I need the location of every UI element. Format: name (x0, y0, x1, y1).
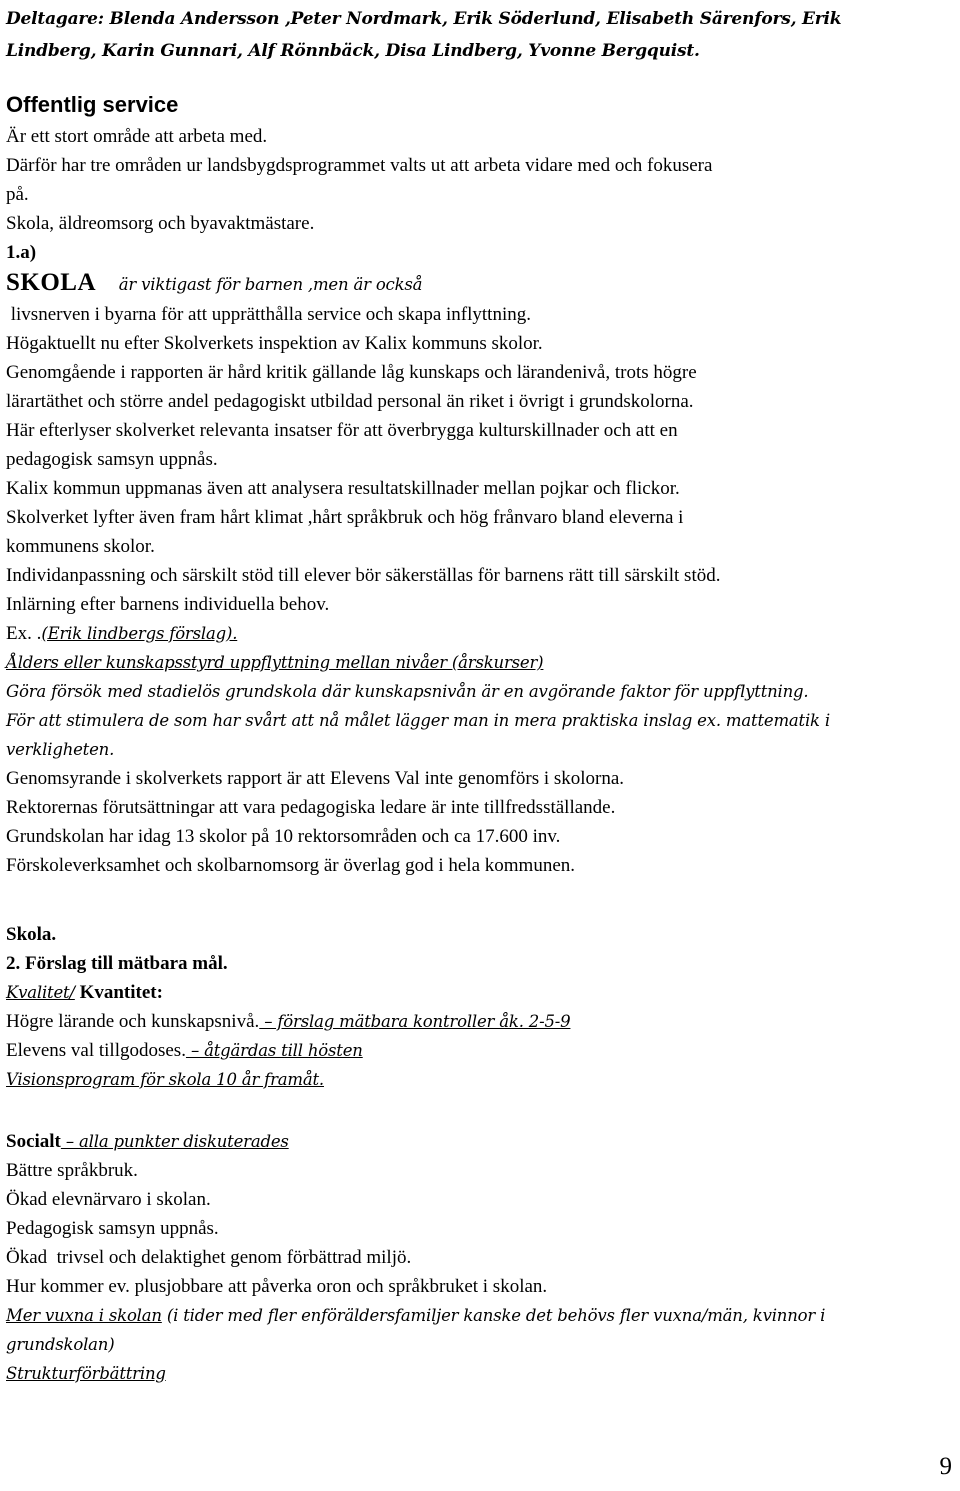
body2-line: Grundskolan har idag 13 skolor på 10 rektorsområden och ca 17.600 inv. (6, 826, 561, 847)
kvalitet-label: Kvalitet/ (6, 983, 75, 1002)
body-line: Här efterlyser skolverket relevanta insatser för att överbrygga kulturskillnader och att en (6, 420, 678, 441)
body2-line: Genomsyrande i skolverkets rapport är att Elevens Val inte genomförs i skolorna. (6, 768, 625, 789)
mer-vuxna-line-2: grundskolan) (6, 1335, 115, 1354)
goal-row-3: Visionsprogram för skola 10 år framåt. (6, 1070, 324, 1089)
mer-vuxna-line (6, 1301, 956, 1330)
social-heading-script: – alla punkter diskuterades (60, 1132, 289, 1151)
intro-line: Är ett stort område att arbeta med. (6, 126, 268, 147)
body-line: livsnerven i byarna för att upprätthålla service och skapa inflyttning. (6, 304, 531, 325)
proposal-line: verkligheten. (6, 740, 115, 759)
proposal-line: Göra försök med stadielös grundskola där kunskapsnivån är en avgörande faktor för uppflyttning. (6, 682, 809, 701)
goal-row-1 (6, 1007, 956, 1036)
quality-quantity-line (6, 978, 956, 1007)
social-item: Pedagogisk samsyn uppnås. (6, 1218, 219, 1239)
skola-script: är viktigast för barnen ,men är också (118, 275, 423, 294)
mer-vuxna-underlined: Mer vuxna i skolan (6, 1306, 162, 1325)
skola-line (6, 267, 956, 300)
social-item: Ökad elevnärvaro i skolan. (6, 1189, 211, 1210)
goal-row-1-script: – förslag mätbara kontroller åk. 2-5-9 (259, 1012, 571, 1031)
intro-line: Därför har tre områden ur landsbygdsprogrammet valts ut att arbeta vidare med och fokusera (6, 155, 713, 176)
body-line: Högaktuellt nu efter Skolverkets inspektion av Kalix kommuns skolor. (6, 333, 543, 354)
body-line: lärartäthet och större andel pedagogiskt utbildad personal än riket i övrigt i grundskolorna. (6, 391, 694, 412)
intro-line: Skola, äldreomsorg och byavaktmästare. (6, 213, 315, 234)
body-line: Genomgående i rapporten är hård kritik gällande låg kunskaps och lärandenivå, trots högre (6, 362, 697, 383)
social-heading-line (6, 1127, 956, 1156)
body-line: Skolverket lyfter även fram hårt klimat ,hårt språkbruk och hög frånvaro bland eleverna i (6, 507, 684, 528)
body-line: kommunens skolor. (6, 536, 155, 557)
participants-line-2: Lindberg, Karin Gunnari, Alf Rönnbäck, Disa Lindberg, Yvonne Bergquist. (6, 41, 700, 61)
body2-line: Rektorernas förutsättningar att vara pedagogiska ledare är inte tillfredsställande. (6, 797, 616, 818)
social-item: Ökad trivsel och delaktighet genom förbättrad miljö. (6, 1247, 412, 1268)
page-number: 9 (939, 1453, 952, 1480)
goals-heading-1: Skola. (6, 924, 57, 945)
section-heading: Offentlig service (6, 92, 179, 117)
goal-row-2-script: – åtgärdas till hösten (185, 1041, 363, 1060)
goal-row-2 (6, 1036, 956, 1065)
social-item: Hur kommer ev. plusjobbare att påverka oron och språkbruket i skolan. (6, 1276, 548, 1297)
body-line: Kalix kommun uppmanas även att analysera resultatskillnader mellan pojkar och flickor. (6, 478, 680, 499)
goals-heading-2: 2. Förslag till mätbara mål. (6, 953, 228, 974)
social-heading: Socialt (6, 1131, 61, 1152)
struktur-line: Strukturförbättring (6, 1364, 166, 1383)
section-social (6, 1127, 956, 1388)
proposal-line: Ålders eller kunskapsstyrd uppflyttning mellan nivåer (årskurser) (6, 653, 544, 672)
goal-row-1-text: Högre lärande och kunskapsnivå. (6, 1011, 260, 1032)
social-item: Bättre språkbruk. (6, 1160, 138, 1181)
participants (6, 2, 841, 66)
proposal-line: För att stimulera de som har svårt att nå målet lägger man in mera praktiska inslag ex. mattematik i (6, 711, 830, 730)
ex-script: (Erik lindbergs förslag). (41, 624, 238, 643)
section-goals (6, 920, 956, 1094)
body-line: Individanpassning och särskilt stöd till elever bör säkerställas för barnens rätt till särskilt stöd. (6, 565, 721, 586)
goal-row-2-text: Elevens val tillgodoses. (6, 1040, 186, 1061)
body-line: pedagogisk samsyn uppnås. (6, 449, 218, 470)
body2-line: Förskoleverksamhet och skolbarnomsorg är överlag god i hela kommunen. (6, 855, 575, 876)
section-offentlig-service (6, 88, 956, 880)
participants-line-1: Deltagare: Blenda Andersson ,Peter Nordmark, Erik Söderlund, Elisabeth Särenfors, Erik (6, 9, 842, 29)
intro-line: på. (6, 184, 29, 205)
subheading: 1.a) (6, 242, 37, 263)
body-line: Inlärning efter barnens individuella behov. (6, 594, 330, 615)
ex-line (6, 619, 956, 648)
kvantitet-label: Kvantitet: (74, 982, 163, 1003)
skola-title: SKOLA (6, 269, 97, 296)
mer-vuxna-rest: (i tider med fler enföräldersfamiljer kanske det behövs fler vuxna/män, kvinnor i (161, 1306, 826, 1325)
ex-prefix: Ex. . (6, 623, 42, 644)
